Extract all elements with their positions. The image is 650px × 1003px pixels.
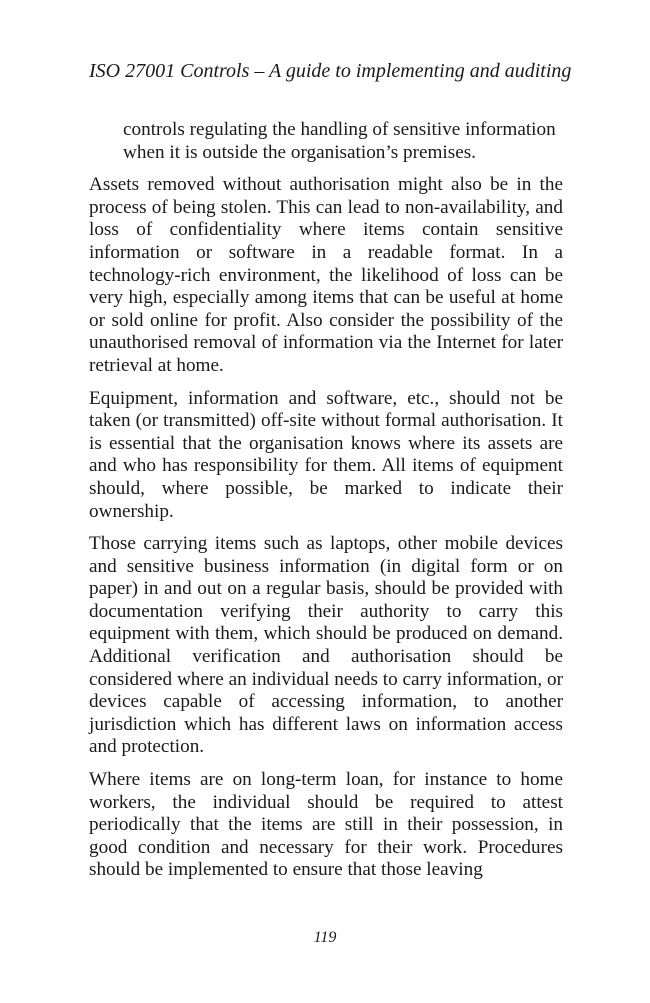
paragraph-asset-removal: Assets removed without authorisation might also be in the process of being stolen. This can lead to non-availability, and loss of confidentiality where items contain sensitive information or software in a readable format. In a technology-rich environment, the likelihood of loss can be very high, especially among items that can be useful at home or sold online for profit. Also consider the possibility of the unauthorised removal of information via the Internet for later retrieval at home. — [89, 174, 563, 376]
paragraph-carrying-items: Those carrying items such as laptops, other mobile devices and sensitive business information (in digital form or on paper) in and out on a regular basis, should be provided with documentation verifying their authority to carry this equipment with them, which should be produced on demand. Additional verification and authorisation should be considered where an individual needs to carry information, or devices capable of accessing information, to another jurisdiction which has different laws on information access and protection. — [89, 533, 563, 758]
body-text — [89, 119, 563, 892]
page-number: 119 — [313, 929, 337, 946]
paragraph-offsite-authorisation: Equipment, information and software, etc., should not be taken (or transmitted) off-site without formal authorisation. It is essential that the organisation knows where its assets are and who has responsibility for them. All items of equipment should, where possible, be marked to indicate their ownership. — [89, 387, 563, 522]
running-header: ISO 27001 Controls – A guide to implementing and auditing — [89, 60, 572, 82]
indented-continuation: controls regulating the handling of sensitive information when it is outside the organisation’s premises. — [123, 119, 556, 163]
paragraph-long-term-loan: Where items are on long-term loan, for instance to home workers, the individual should be required to attest periodically that the items are still in their possession, in good condition and necessary for their work. Procedures should be implemented to ensure that those leaving — [89, 769, 563, 881]
